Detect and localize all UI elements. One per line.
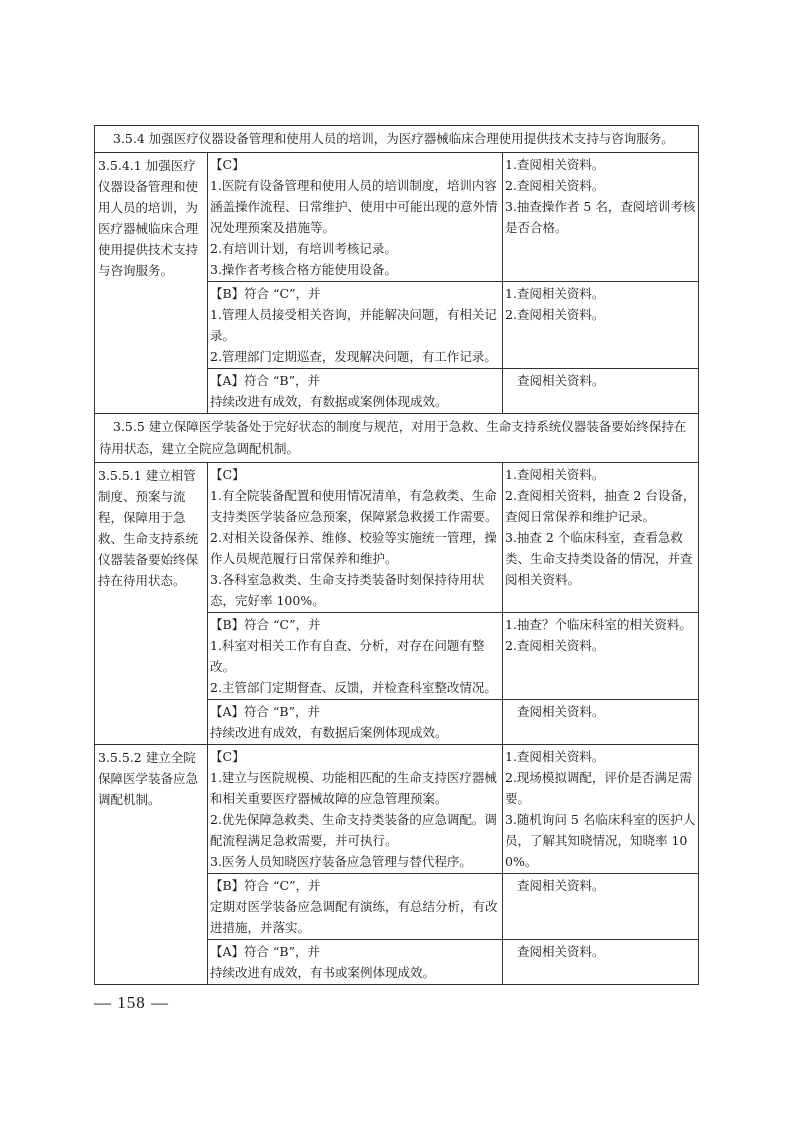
check-methods (503, 745, 699, 874)
check-methods (503, 613, 699, 700)
grade-criteria (208, 369, 503, 414)
criteria-line: 2.优先保障急救类、生命支持类装备的应急调配。调配流程满足急救需要，并可执行。 (210, 812, 497, 848)
criteria-line: 3.医务人员知晓医疗装备应急管理与替代程序。 (210, 854, 472, 869)
method-line: 2.查阅相关资料。 (505, 178, 605, 193)
grade-label: 【A】符合 “B”，并 (210, 944, 320, 959)
grade-label: 【C】 (210, 749, 245, 764)
method-line: 查阅相关资料。 (517, 944, 605, 959)
check-methods (503, 940, 699, 985)
criteria-line: 持续改进有成效，有数据或案例体现成效。 (210, 394, 448, 409)
standards-table (94, 125, 699, 985)
criteria-line: 1.医院有设备管理和使用人员的培训制度，培训内容涵盖操作流程、日常维护、使用中可能出现的意外情况处理预案及措施等。 (210, 178, 498, 235)
grade-row-c (95, 463, 699, 613)
grade-criteria (208, 745, 503, 874)
criteria-line: 定期对医学装备应急调配有演练，有总结分析，有改进措施，并落实。 (210, 899, 498, 935)
criteria-line: 2.有培训计划，有培训考核记录。 (210, 241, 397, 256)
method-line: 查阅相关资料。 (517, 704, 605, 719)
grade-label: 【B】符合 “C”，并 (210, 617, 321, 632)
grade-criteria (208, 153, 503, 282)
grade-criteria (208, 874, 503, 940)
method-line: 2.查阅相关资料。 (505, 638, 605, 653)
method-line: 3.随机询问 5 名临床科室的医护人员，了解其知晓情况，知晓率 100%。 (505, 812, 696, 869)
grade-row-c (95, 745, 699, 874)
page-number: — 158 — (94, 993, 169, 1012)
grade-label: 【B】符合 “C”，并 (210, 286, 321, 301)
criteria-line: 1.科室对相关工作有自查、分析，对存在问题有整改。 (210, 638, 485, 674)
check-methods (503, 369, 699, 414)
criteria-line: 2.对相关设备保养、维修、校验等实施统一管理，操作人员规范履行日常保养和维护。 (210, 530, 497, 566)
grade-label: 【A】符合 “B”，并 (210, 704, 320, 719)
section-header-row (95, 414, 699, 463)
criteria-line: 1.建立与医院规模、功能相匹配的生命支持医疗器械和相关重要医疗器械故障的应急管理预案。 (210, 770, 497, 806)
grade-label: 【B】符合 “C”，并 (210, 878, 321, 893)
method-line: 2.查阅相关资料，抽查 2 台设备，查阅日常保养和维护记录。 (505, 488, 696, 524)
item-title: 3.5.5.1 建立相管制度、预案与流程，保障用于急救、生命支持系统仪器装备要始终保持在待用状态。 (95, 463, 208, 745)
criteria-line: 3.操作者考核合格方能使用设备。 (210, 262, 397, 277)
section-header: 3.5.4 加强医疗仪器设备管理和使用人员的培训，为医疗器械临床合理使用提供技术支持与咨询服务。 (95, 126, 699, 153)
check-methods (503, 153, 699, 282)
grade-label: 【A】符合 “B”，并 (210, 373, 320, 388)
section-header: 3.5.5 建立保障医学装备处于完好状态的制度与规范，对用于急救、生命支持系统仪器装备要始终保持在待用状态，建立全院应急调配机制。 (95, 414, 699, 463)
method-line: 1.查阅相关资料。 (505, 157, 605, 172)
section-header-row (95, 126, 699, 153)
method-line: 1.查阅相关资料。 (505, 749, 605, 764)
criteria-line: 1.管理人员接受相关咨询，并能解决问题，有相关记录。 (210, 307, 497, 343)
item-title: 3.5.5.2 建立全院保障医学装备应急调配机制。 (95, 745, 208, 985)
grade-label: 【C】 (210, 467, 245, 482)
method-line: 查阅相关资料。 (517, 373, 605, 388)
method-line: 3.抽查 2 个临床科室，查看急救类、生命支持类设备的情况，并查阅相关资料。 (505, 530, 693, 587)
grade-criteria (208, 940, 503, 985)
grade-row-c (95, 153, 699, 282)
check-methods (503, 700, 699, 745)
criteria-line: 持续改进有成效，有书或案例体现成效。 (210, 965, 436, 980)
method-line: 查阅相关资料。 (517, 878, 605, 893)
method-line: 2.现场模拟调配，评价是否满足需要。 (505, 770, 692, 806)
grade-criteria (208, 463, 503, 613)
method-line: 1.查阅相关资料。 (505, 467, 605, 482)
grade-criteria (208, 282, 503, 369)
criteria-line: 2.管理部门定期巡查，发现解决问题，有工作记录。 (210, 349, 497, 364)
method-line: 3.抽查操作者 5 名，查阅培训考核是否合格。 (505, 199, 696, 235)
criteria-line: 1.有全院装备配置和使用情况清单，有急救类、生命支持类医学装备应急预案，保障紧急救援工作需要。 (210, 488, 498, 524)
method-line: 1.抽查？个临床科室的相关资料。 (505, 617, 692, 632)
method-line: 1.查阅相关资料。 (505, 286, 605, 301)
criteria-line: 持续改进有成效，有数据后案例体现成效。 (210, 725, 448, 740)
check-methods (503, 463, 699, 613)
grade-criteria (208, 700, 503, 745)
grade-criteria (208, 613, 503, 700)
criteria-line: 2.主管部门定期督查、反馈，并检查科室整改情况。 (210, 680, 497, 695)
item-title: 3.5.4.1 加强医疗仪器设备管理和使用人员的培训，为医疗器械临床合理使用提供技术支持与咨询服务。 (95, 153, 208, 414)
method-line: 2.查阅相关资料。 (505, 307, 605, 322)
check-methods (503, 874, 699, 940)
check-methods (503, 282, 699, 369)
grade-label: 【C】 (210, 157, 245, 172)
criteria-line: 3.各科室急救类、生命支持类装备时刻保持待用状态，完好率 100%。 (210, 572, 485, 608)
